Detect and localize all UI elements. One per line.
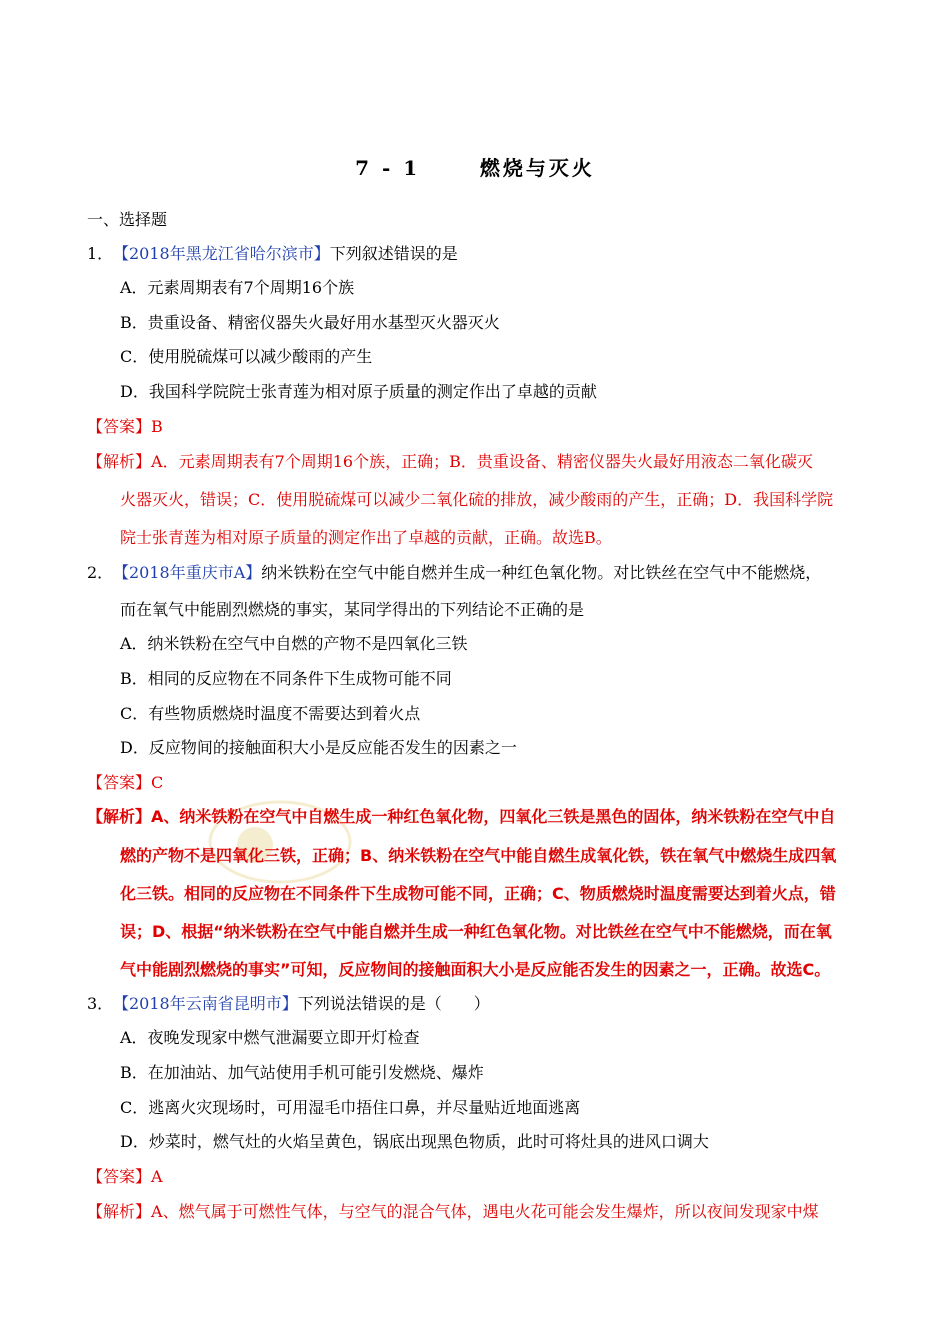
option-a: A．纳米铁粉在空气中自燃的产物不是四氧化三铁 [120,634,468,653]
option-a: A．夜晚发现家中燃气泄漏要立即开灯检查 [120,1028,420,1047]
option-b: B．相同的反应物在不同条件下生成物可能不同 [120,669,452,688]
option-d: D．反应物间的接触面积大小是反应能否发生的因素之一 [120,738,517,757]
question-number: 3． [87,994,114,1013]
analysis-line: 院士张青莲为相对原子质量的测定作出了卓越的贡献，正确。故选B。 [120,528,612,547]
analysis-line: 误；D、根据“纳米铁粉在空气中能自燃并生成一种红色氧化物。对比铁丝在空气中不能燃烧，而在氧 [120,922,832,941]
page-title: 7 - 1 燃烧与灭火 [355,156,595,180]
answer-label: 【答案】 [87,773,152,792]
analysis-line: 气中能剧烈燃烧的事实”可知，反应物间的接触面积大小是反应能否发生的因素之一，正确。故选C。 [120,960,831,979]
analysis-line [87,806,835,828]
answer-value: C [151,773,164,792]
question-text: 下列叙述错误的是 [329,244,458,263]
question-number: 1． [87,244,114,263]
analysis-line: 火器灭火，错误；C．使用脱硫煤可以减少二氧化硫的排放，减少酸雨的产生，正确；D．我国科学院 [120,490,834,509]
option-b: B．在加油站、加气站使用手机可能引发燃烧、爆炸 [120,1063,484,1082]
option-d: D．我国科学院院士张青莲为相对原子质量的测定作出了卓越的贡献 [120,382,597,401]
analysis-line: 燃的产物不是四氧化三铁，正确；B、纳米铁粉在空气中能自燃生成氧化铁，铁在氧气中燃烧生成四氧 [120,846,837,865]
answer-label: 【答案】 [87,417,152,436]
answer [87,416,163,438]
option-b: B．贵重设备、精密仪器失火最好用水基型灭火器灭火 [120,313,500,332]
option-c: C．有些物质燃烧时温度不需要达到着火点 [120,704,421,723]
answer-label: 【答案】 [87,1167,152,1186]
question-1-stem [87,243,458,265]
analysis-label: 【解析】 [87,452,152,471]
question-source: 【2018年重庆市A】 [113,563,262,582]
analysis-label: 【解析】 [87,1202,152,1221]
answer-value: A [151,1167,163,1186]
option-c: C．使用脱硫煤可以减少酸雨的产生 [120,347,373,366]
analysis-line: 化三铁。相同的反应物在不同条件下生成物可能不同，正确；C、物质燃烧时温度需要达到着火点，错 [120,884,836,903]
analysis-text: A、燃气属于可燃性气体，与空气的混合气体，遇电火花可能会发生爆炸，所以夜间发现家中煤 [151,1202,819,1221]
question-text: 纳米铁粉在空气中能自燃并生成一种红色氧化物。对比铁丝在空气中不能燃烧， [261,563,822,582]
analysis-text: A、纳米铁粉在空气中自燃生成一种红色氧化物，四氧化三铁是黑色的固体，纳米铁粉在空气中自 [151,807,836,826]
option-a: A．元素周期表有7个周期16个族 [120,278,355,297]
answer [87,1166,163,1188]
question-source: 【2018年黑龙江省哈尔滨市】 [113,244,330,263]
question-3-stem [87,993,490,1015]
question-text-continued: 而在氧气中能剧烈燃烧的事实，某同学得出的下列结论不正确的是 [120,600,585,619]
analysis-line [87,1201,819,1223]
question-text: 下列说法错误的是（ ） [297,994,490,1013]
answer-value: B [151,417,163,436]
question-source: 【2018年云南省昆明市】 [113,994,298,1013]
question-2-stem [87,562,821,584]
option-d: D．炒菜时，燃气灶的火焰呈黄色，锅底出现黑色物质，此时可将灶具的进风口调大 [120,1132,709,1151]
option-c: C．逃离火灾现场时，可用湿毛巾捂住口鼻，并尽量贴近地面逃离 [120,1098,581,1117]
answer [87,772,163,794]
analysis-text: A．元素周期表有7个周期16个族，正确；B．贵重设备、精密仪器失火最好用液态二氧化碳灭 [151,452,813,471]
section-heading: 一、选择题 [87,210,168,229]
question-number: 2． [87,563,114,582]
analysis-label: 【解析】 [87,807,152,826]
analysis-line [87,451,813,473]
